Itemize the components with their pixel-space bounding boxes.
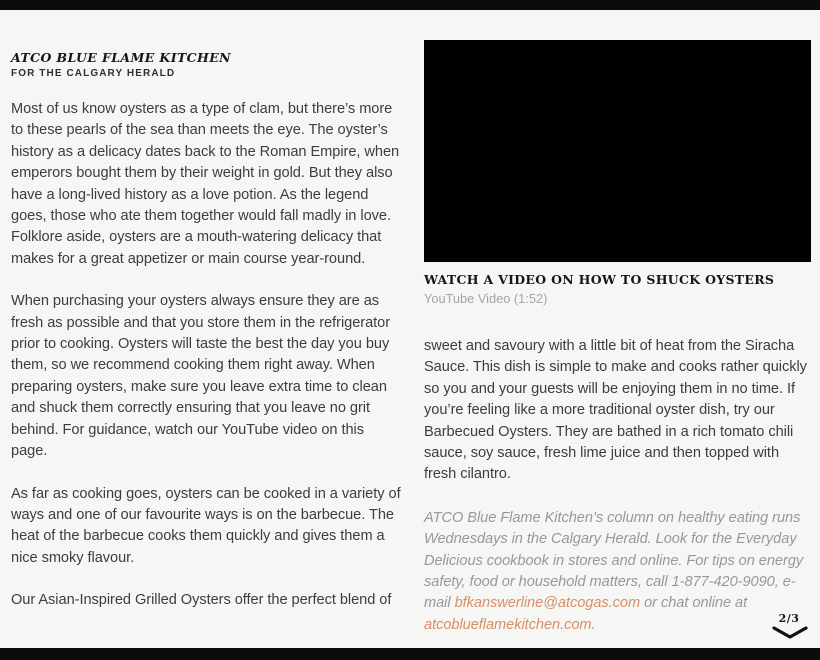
article-paragraph: sweet and savoury with a little bit of heat from the Siracha Sauce. This dish is simple to make and cooks rather quickly so you and your guests will be enjoying them in no time. If you’re feeling like a more traditional oyster dish, try our Barbecued Oysters. They are bathed in a rich tomato chili sauce, soy sauce, fresh lime juice and then topped with fresh cilantro. (424, 338, 807, 483)
article-subkicker: FOR THE CALGARY HERALD (11, 68, 176, 79)
website-link[interactable]: atcoblueflamekitchen.com (424, 616, 592, 633)
youtube-video-player[interactable] (424, 40, 811, 262)
article-paragraph: As far as cooking goes, oysters can be cooked in a variety of ways and one of our favourite ways is on the barbecue. The heat of the barbecue cooks them quickly and gives them a nice smoky flavour. (11, 485, 401, 566)
chevron-down-icon[interactable] (772, 626, 808, 639)
closing-text: . (591, 616, 596, 633)
article-paragraph: Our Asian-Inspired Grilled Oysters offer the perfect blend of (11, 592, 392, 609)
article-paragraph: Most of us know oysters as a type of clam, but there’s more to these pearls of the sea than meets the eye. The oyster’s history as a delicacy dates back to the Roman Empire, when emperors bought them by their weight in gold. But they also have a long-lived history as a love potion. As the legend goes, those who ate them together would fall madly in love. Folklore aside, oysters are a mouth-watering delicacy that makes for a great appetizer or main course year-round. (11, 101, 400, 267)
article-closing-note (424, 508, 812, 636)
article-paragraph: When purchasing your oysters always ensure they are as fresh as possible and that you store them in the refrigerator prior to cooking. Oysters will taste the best the day you buy them, so we recommend cooking them right away. When preparing oysters, make sure you leave extra time to clean and shuck them correctly ensuring that you leave no grit behind. For guidance, watch our YouTube video on this page. (11, 293, 391, 460)
article-right-column (424, 40, 812, 636)
article-left-column (11, 50, 404, 612)
closing-text: or chat online at (640, 595, 748, 612)
page-indicator: 2/3 (778, 612, 800, 625)
email-link[interactable]: bfkanswerline@atcogas.com (454, 595, 641, 612)
page-navigation[interactable] (770, 612, 810, 639)
closing-text: ATCO Blue Flame Kitchen’s column on healthy eating runs Wednesdays in the Calgary Herald. Look for the Everyday Delicious cookbook in stores and online. For tips on energy safety, food or household matters, call 1-877-420-9090, e-mail (424, 509, 804, 612)
page-top-border (0, 0, 820, 10)
video-caption: WATCH A VIDEO ON HOW TO SHUCK OYSTERS (424, 272, 775, 287)
article-kicker: ATCO BLUE FLAME KITCHEN (11, 50, 231, 65)
video-meta: YouTube Video (1:52) (424, 291, 548, 306)
page-bottom-border (0, 648, 820, 660)
